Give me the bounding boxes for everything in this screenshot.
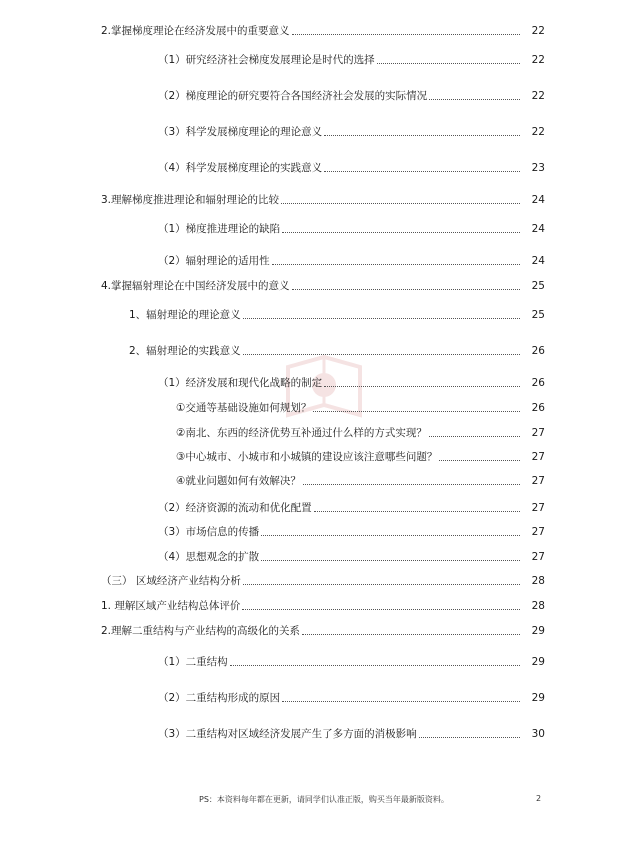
toc-page-number: 28 <box>531 600 545 612</box>
dot-leader <box>281 202 520 204</box>
toc-entry[interactable] <box>0 448 641 464</box>
toc-entry-text: （1）梯度推进理论的缺陷 <box>158 223 281 235</box>
toc-entry[interactable] <box>0 523 641 539</box>
toc-entry-text: 2、辐射理论的实践意义 <box>129 345 241 357</box>
dot-leader <box>282 231 520 233</box>
toc-entry[interactable] <box>0 572 641 588</box>
toc-entry-text: （1）研究经济社会梯度发展理论是时代的选择 <box>158 54 375 66</box>
toc-entry-text: （2）经济资源的流动和优化配置 <box>158 502 312 514</box>
dot-leader <box>272 263 520 265</box>
dot-leader <box>377 62 520 64</box>
dot-leader <box>292 33 520 35</box>
toc-page-number: 23 <box>531 162 545 174</box>
dot-leader <box>419 736 520 738</box>
footer-note: PS：本资料每年都在更新，请同学们认准正版，购买当年最新版资料。 <box>199 795 449 804</box>
toc-entry[interactable] <box>0 191 641 207</box>
dot-leader <box>292 288 520 290</box>
dot-leader <box>324 385 520 387</box>
toc-page-number: 22 <box>531 126 545 138</box>
toc-entry-text: ③中心城市、小城市和小城镇的建设应该注意哪些问题？ <box>176 451 438 463</box>
dot-leader <box>261 534 520 536</box>
toc-entry-text: （1）二重结构 <box>158 656 228 668</box>
toc-entry-text: 1、辐射理论的理论意义 <box>129 309 241 321</box>
toc-page-number: 30 <box>531 728 545 740</box>
dot-leader <box>324 134 520 136</box>
toc-entry[interactable] <box>0 597 641 613</box>
toc-entry[interactable] <box>0 622 641 638</box>
toc-entry-text: （2）梯度理论的研究要符合各国经济社会发展的实际情况 <box>158 90 428 102</box>
toc-entry-text: （2）辐射理论的适用性 <box>158 255 270 267</box>
toc-entry[interactable] <box>0 472 641 488</box>
dot-leader <box>303 483 520 485</box>
toc-entry-text: （3）市场信息的传播 <box>158 526 260 538</box>
toc-page-number: 22 <box>531 25 545 37</box>
toc-entry[interactable] <box>0 306 641 322</box>
toc-entry-text: （4）科学发展梯度理论的实践意义 <box>158 162 323 174</box>
toc-page-number: 24 <box>531 223 545 235</box>
dot-leader <box>243 353 520 355</box>
toc-entry-text: ④就业问题如何有效解决？ <box>176 475 301 487</box>
toc-page-number: 27 <box>531 451 545 463</box>
toc-page-number: 22 <box>531 90 545 102</box>
toc-page-number: 28 <box>531 575 545 587</box>
toc-entry-text: 1. 理解区域产业结构总体评价 <box>101 600 241 612</box>
toc-entry[interactable] <box>0 342 641 358</box>
toc-entry[interactable] <box>0 499 641 515</box>
toc-page-number: 22 <box>531 54 545 66</box>
toc-entry-text: （2）二重结构形成的原因 <box>158 692 281 704</box>
toc-entry[interactable] <box>0 220 641 236</box>
toc-entry[interactable] <box>0 159 641 175</box>
toc-entry[interactable] <box>0 277 641 293</box>
toc-page-number: 27 <box>531 526 545 538</box>
dot-leader <box>324 170 520 172</box>
dot-leader <box>439 459 520 461</box>
toc-page-number: 26 <box>531 377 545 389</box>
dot-leader <box>261 559 520 561</box>
dot-leader <box>243 583 520 585</box>
toc-entry-text: 3.理解梯度推进理论和辐射理论的比较 <box>101 194 280 206</box>
dot-leader <box>230 664 520 666</box>
dot-leader <box>282 700 520 702</box>
dot-leader <box>429 435 520 437</box>
toc-entry[interactable] <box>0 22 641 38</box>
toc-entry[interactable] <box>0 51 641 67</box>
toc-page-number: 25 <box>531 309 545 321</box>
dot-leader <box>302 633 520 635</box>
dot-leader <box>242 608 520 610</box>
toc-entry[interactable] <box>0 123 641 139</box>
toc-entry-text: （三） 区域经济产业结构分析 <box>101 575 241 587</box>
toc-page-number: 26 <box>531 345 545 357</box>
toc-entry-text: 2.掌握梯度理论在经济发展中的重要意义 <box>101 25 290 37</box>
toc-page-number: 29 <box>531 692 545 704</box>
toc-entry-text: ①交通等基础设施如何规划？ <box>176 402 312 414</box>
toc-entry[interactable] <box>0 374 641 390</box>
toc-entry-text: 2.理解二重结构与产业结构的高级化的关系 <box>101 625 301 637</box>
toc-entry[interactable] <box>0 424 641 440</box>
toc-page-number: 27 <box>531 551 545 563</box>
dot-leader <box>243 317 520 319</box>
toc-page-number: 25 <box>531 280 545 292</box>
toc-entry-text: （4）思想观念的扩散 <box>158 551 260 563</box>
toc-entry-text: （1）经济发展和现代化战略的制定 <box>158 377 323 389</box>
toc-page-number: 24 <box>531 194 545 206</box>
toc-entry[interactable] <box>0 653 641 669</box>
toc-entry-text: 4.掌握辐射理论在中国经济发展中的意义 <box>101 280 290 292</box>
page-number: 2 <box>536 794 542 803</box>
toc-page-number: 29 <box>531 656 545 668</box>
toc-entry[interactable] <box>0 252 641 268</box>
dot-leader <box>314 510 520 512</box>
toc-page-number: 26 <box>531 402 545 414</box>
toc-page-number: 27 <box>531 502 545 514</box>
dot-leader <box>313 410 520 412</box>
toc-entry[interactable] <box>0 87 641 103</box>
toc-entry-text: （3）科学发展梯度理论的理论意义 <box>158 126 323 138</box>
toc-page-number: 24 <box>531 255 545 267</box>
toc-page-number: 27 <box>531 427 545 439</box>
toc-entry[interactable] <box>0 399 641 415</box>
toc-page-number: 27 <box>531 475 545 487</box>
toc-page-number: 29 <box>531 625 545 637</box>
toc-entry-text: （3）二重结构对区域经济发展产生了多方面的消极影响 <box>158 728 417 740</box>
toc-entry[interactable] <box>0 725 641 741</box>
dot-leader <box>429 98 520 100</box>
toc-entry-text: ②南北、东西的经济优势互补通过什么样的方式实现？ <box>176 427 427 439</box>
toc-entry[interactable] <box>0 689 641 705</box>
toc-entry[interactable] <box>0 548 641 564</box>
